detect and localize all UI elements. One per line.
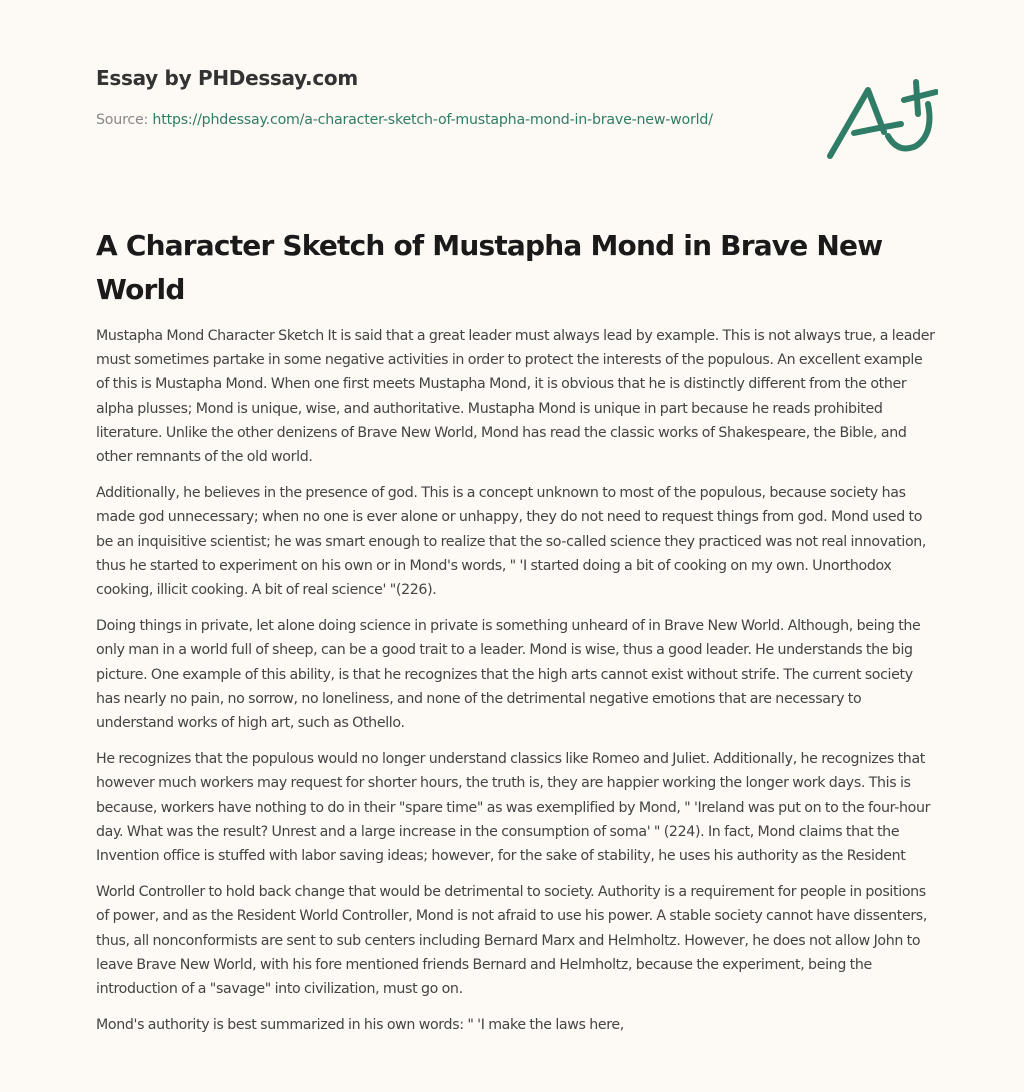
essay-body	[96, 324, 936, 1049]
essay-paragraph: Mond's authority is best summarized in his own words: " 'I make the laws here,	[96, 1017, 624, 1034]
source-link[interactable]: https://phdessay.com/a-character-sketch-of-mustapha-mond-in-brave-new-world/	[152, 112, 713, 128]
source-line	[96, 108, 776, 132]
essay-paragraph: He recognizes that the populous would no longer understand classics like Romeo and Juliet. Additionally, he recognizes that however much workers may request for shorter hours, the truth is, they are happier working the longer work days. This is because, workers have nothing to do in their "spare time" as was exemplified by Mond, " 'Ireland was put on to the four-hour day. What was the result? Unrest and a large increase in the consumption of soma' " (224). In fact, Mond claims that the Invention office is stuffed with labor saving ideas; however, for the sake of stability, he uses his authority as the Resident	[96, 751, 931, 865]
a-plus-grade-icon	[818, 38, 938, 168]
source-label: Source:	[96, 112, 149, 128]
essay-paragraph: Doing things in private, let alone doing science in private is something unheard of in Brave New World. Although, being the only man in a world full of sheep, can be a good trait to a leader. Mond is wise, thus a good leader. He understands the big picture. One example of this ability, is that he recognizes that the high arts cannot exist without strife. The current society has nearly no pain, no sorrow, no loneliness, and none of the detrimental negative emotions that are necessary to understand works of high art, such as Othello.	[96, 618, 921, 732]
essay-paragraph: Mustapha Mond Character Sketch It is said that a great leader must always lead by example. This is not always true, a leader must sometimes partake in some negative activities in order to protect the interests of the populous. An excellent example of this is Mustapha Mond. When one first meets Mustapha Mond, it is obvious that he is distinctly different from the other alpha plusses; Mond is unique, wise, and authoritative. Mustapha Mond is unique in part because he reads prohibited literature. Unlike the other denizens of Brave New World, Mond has read the classic works of Shakespeare, the Bible, and other remnants of the old world.	[96, 328, 935, 466]
site-header	[96, 62, 776, 132]
essay-paragraph: Additionally, he believes in the presence of god. This is a concept unknown to most of the populous, because society has made god unnecessary; when no one is ever alone or unhappy, they do not need to request things from god. Mond used to be an inquisitive scientist; he was smart enough to realize that the so-called science they practiced was not real innovation, thus he started to experiment on his own or in Mond's words, " 'I started doing a bit of cooking on my own. Unorthodox cooking, illicit cooking. A bit of real science' "(226).	[96, 485, 927, 599]
essay-paragraph: World Controller to hold back change that would be detrimental to society. Authority is a requirement for people in positions of power, and as the Resident World Controller, Mond is not afraid to use his power. A stable society cannot have dissenters, thus, all nonconformists are sent to sub centers including Bernard Marx and Helmholtz. However, he does not allow John to leave Brave New World, with his fore mentioned friends Bernard and Helmholtz, because the experiment, being the introduction of a "savage" into civilization, must go on.	[96, 884, 928, 998]
site-title: Essay by PHDessay.com	[96, 66, 358, 90]
essay-title: A Character Sketch of Mustapha Mond in Brave New World	[96, 229, 883, 306]
